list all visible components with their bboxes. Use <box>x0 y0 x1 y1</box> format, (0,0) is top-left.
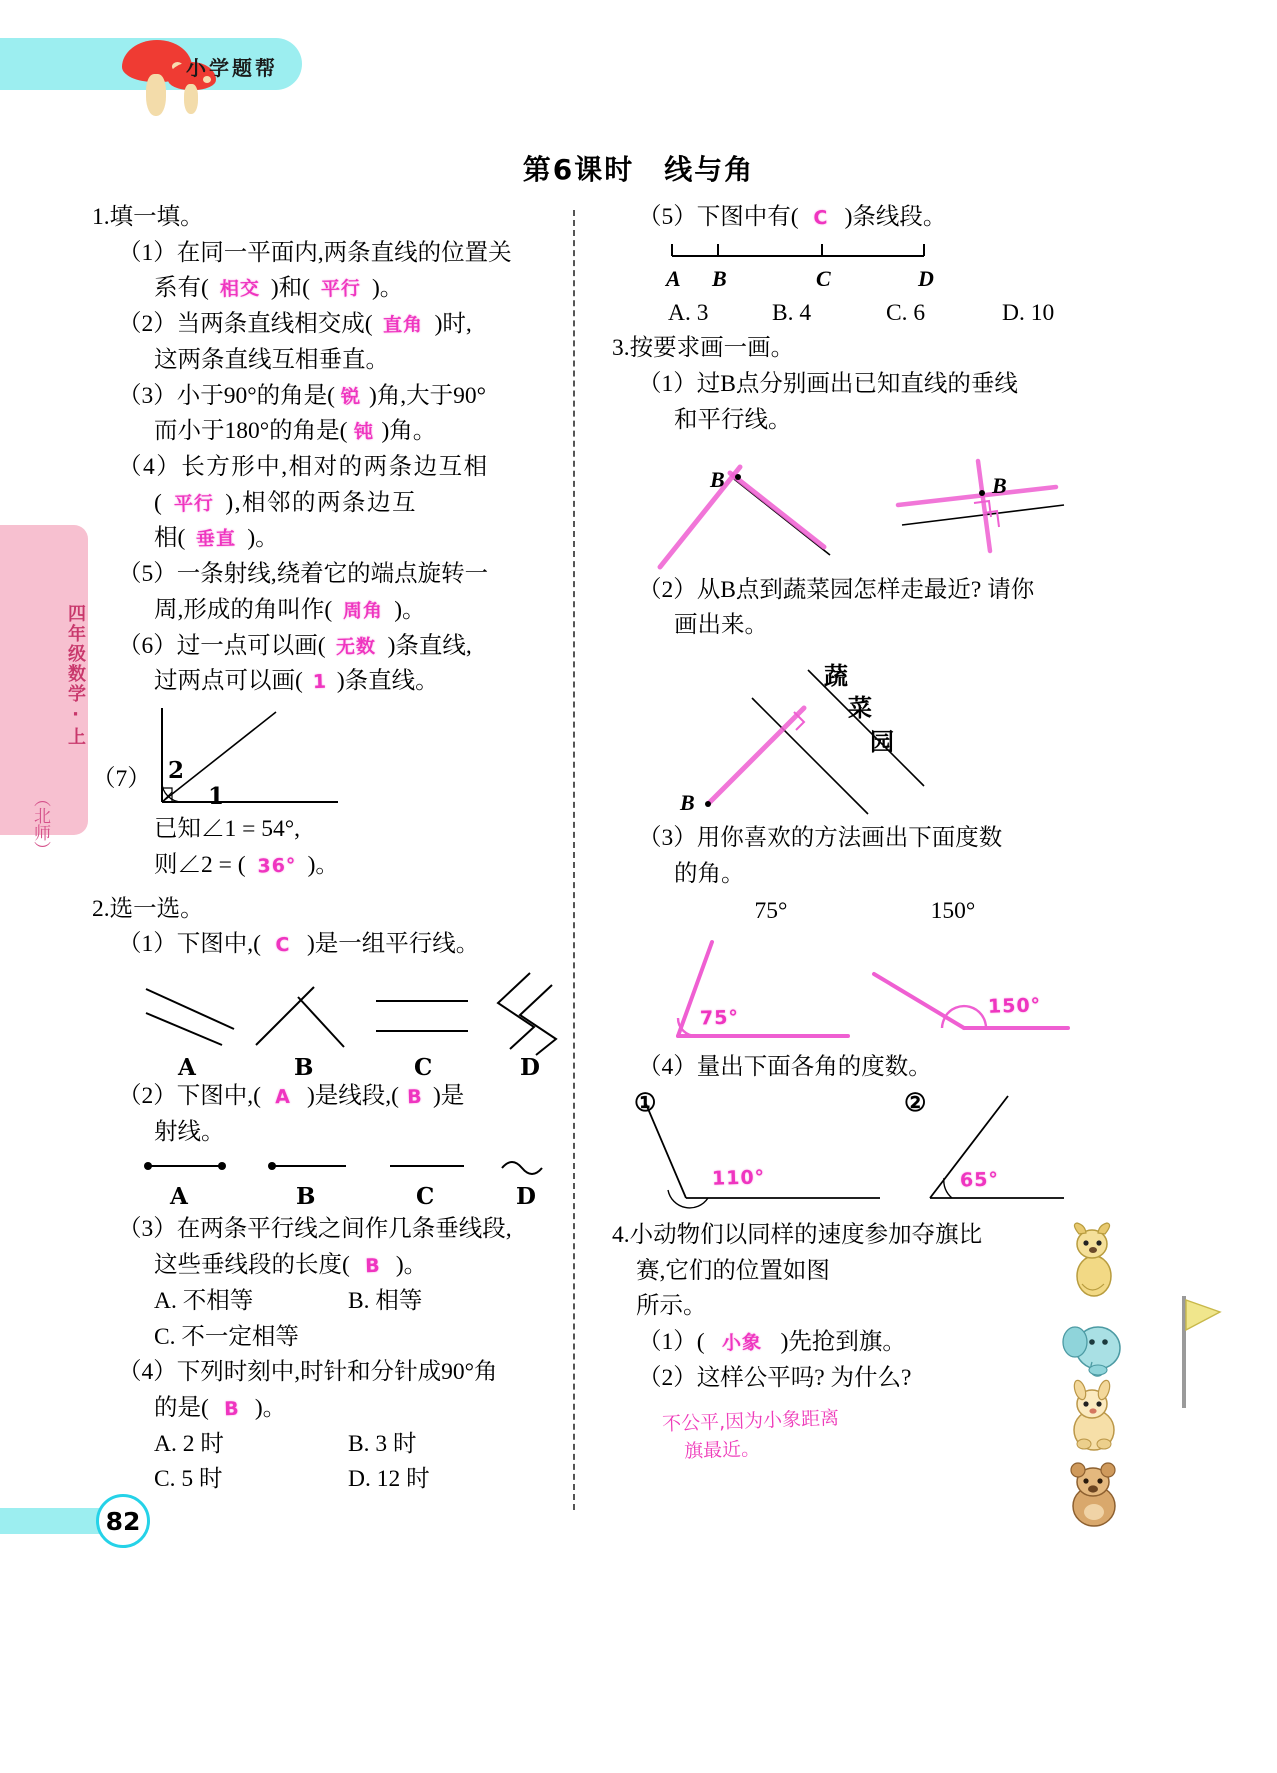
segment-label-b: B <box>296 1183 316 1211</box>
point-label-b: B <box>712 265 727 291</box>
q3-3-targets <box>612 894 1082 930</box>
handwritten-line-1: 不公平,因为小象距离 <box>661 1406 840 1435</box>
choice-label-c: C <box>414 1053 433 1081</box>
q4-item-2: （2）这样公平吗? 为什么? <box>638 1364 912 1391</box>
question-1-heading: 1.填一填。 <box>92 204 204 230</box>
right-column: （5）下图中有( C )条线段。 A B C D A. 3 B. 4 C. 6 D. 10 3.按要求画一画。 （1）过B点分别画出已知直线的垂线 和平行线。 B B （2）从B点到蔬菜园怎样走最近? 请你 画出来。 蔬 菜 园 B （3）用你喜欢的方法画出下面度数 的角。 75° 150° 75° 150° （4）量出下面各角的度数。 ① ② 110° 65° 4.小动物们以同样的速度参加夺旗比 赛,它们的位置如图 所示。 （1）( 小象 )先抢到旗。 （2）这样公平吗? 为什么? 不公平,因为小象距离 旗最近。 <box>612 200 1082 1460</box>
answer-2-2a: A <box>274 1085 292 1109</box>
angle-2-label: 2 <box>168 757 185 785</box>
answer-2-1: C <box>275 934 291 957</box>
q3-1-figures <box>612 443 1082 573</box>
garden-char-1: 蔬 <box>824 661 848 691</box>
garden-char-2: 菜 <box>848 693 872 723</box>
elephant-icon <box>1058 1310 1132 1378</box>
q3-2-figure <box>612 646 1082 821</box>
answer-1-4b: 垂直 <box>196 527 237 551</box>
garden-char-3: 园 <box>870 727 894 757</box>
side-tab-publisher: （北师） <box>30 790 50 858</box>
measure-angle-figures <box>612 1090 1082 1212</box>
choice-label-d: D <box>520 1053 540 1081</box>
measured-answer-65: 65° <box>959 1168 1000 1192</box>
measured-answer-110: 110° <box>711 1166 766 1190</box>
page-title: 第6课时 线与角 <box>522 153 755 186</box>
page-number: 82 <box>96 1494 150 1548</box>
column-divider <box>573 210 575 1510</box>
segment-label-c: C <box>416 1183 435 1211</box>
q2-2-figures <box>138 1154 562 1212</box>
option-2-4-b[interactable]: B. 3 时 <box>348 1430 417 1457</box>
q2-3-options-row1 <box>92 1284 562 1320</box>
answer-4-1: 小象 <box>721 1331 762 1355</box>
rabbit-icon <box>1058 1382 1130 1454</box>
q1-item-5-right: （5）下图中有( C )条线段。 <box>612 200 1082 236</box>
q2-4-options-row1 <box>92 1427 562 1463</box>
drawn-answer-150: 150° <box>987 994 1042 1018</box>
q3-4-figures <box>612 1087 1082 1218</box>
q1-item-6: （6）过一点可以画( 无数 )条直线, <box>92 629 562 665</box>
q3-item-1: （1）过B点分别画出已知直线的垂线 <box>638 371 1018 398</box>
answer-1-6b: 1 <box>312 671 328 694</box>
option-2-4-c[interactable]: C. 5 时 <box>154 1466 223 1493</box>
answer-1-2a: 直角 <box>382 313 423 337</box>
left-column: 1.填一填。 （1）在同一平面内,两条直线的位置关 系有( 相交 )和( 平行 )。 （2）当两条直线相交成( 直角 )时, 这两条直线互相垂直。 （3）小于90°的角是( 锐 )角,大于90° 而小于180°的角是( 钝 )角。 （4）长方形中,相对的两条边互相 ( 平行 ),相邻的两条边互 相( 垂直 )。 （5）一条射线,绕着它的端点旋转一 周,形成的角叫作( 周角 )。 （6）过一点可以画( 无数 )条直线, 过两点可以画( 1 )条直线。 （7） 2 1 已知∠1 = 54°, 则∠2 = ( 36° )。 2.选一选。 （1）下图中,( C )是一组平行线。 A B C D （2）下图中,( A )是线段,( B )是 射线。 A B C D （3）在两条平行线之间作几条垂线段, 这些垂线段的长度( B )。 A. 不相等 B. 相等 C. 不一定相等 （4）下列时刻中,时针和分针成90°角 的是( B )。 A. 2 时 B. 3 时 C. 5 时 D. 12 时 <box>92 200 562 1498</box>
target-angle-150: 150° <box>930 898 976 925</box>
option-2-4-a[interactable]: A. 2 时 <box>154 1430 224 1457</box>
side-tab-grade-subject: 四年级数学·上 <box>65 603 86 747</box>
q2-item-2: （2）下图中,( A )是线段,( B )是 <box>92 1079 562 1115</box>
q1-5-options <box>612 296 1082 332</box>
answer-1-7: 36° <box>256 854 297 878</box>
option-1-5-a[interactable]: A. 3 <box>668 299 709 326</box>
q4-line2: 赛,它们的位置如图 <box>636 1257 830 1284</box>
choice-label-a: A <box>178 1053 196 1081</box>
point-label-d: D <box>918 265 934 291</box>
q1-item-7-figure: （7） 2 1 <box>92 708 562 812</box>
q4-handwritten-answer <box>612 1403 1082 1463</box>
q1-item-4: （4）长方形中,相对的两条边互相 <box>118 454 489 481</box>
q3-item-2: （2）从B点到蔬菜园怎样走最近? 请你 <box>638 576 1035 603</box>
handwritten-line-2: 旗最近。 <box>683 1437 761 1463</box>
brand-label: 小学题帮 <box>186 56 278 80</box>
q2-1-figures <box>138 969 562 1079</box>
option-2-3-c[interactable]: C. 不一定相等 <box>154 1323 299 1350</box>
answer-1-6a: 无数 <box>335 635 376 659</box>
answer-1-1b: 平行 <box>320 277 362 301</box>
segment-label-d: D <box>516 1183 536 1211</box>
figure-label-2: ② <box>904 1087 927 1117</box>
q1-item-2: （2）当两条直线相交成( 直角 )时, <box>92 307 562 343</box>
q3-3-drawings <box>612 932 1082 1050</box>
segment-label-a: A <box>170 1183 188 1211</box>
figure-label-1: ① <box>634 1087 657 1117</box>
answer-1-3a: 锐 <box>340 385 362 408</box>
bear-icon <box>1058 1460 1130 1530</box>
q1-item-1: （1）在同一平面内,两条直线的位置关 <box>118 239 512 266</box>
parallel-choice-figures <box>138 969 558 1055</box>
answer-1-1a: 相交 <box>219 277 261 301</box>
dog-icon <box>1060 1222 1126 1298</box>
angle-1-label: 1 <box>208 783 225 811</box>
question-3-heading: 3.按要求画一画。 <box>612 335 795 362</box>
q2-item-1: （1）下图中,( C )是一组平行线。 <box>92 927 562 963</box>
choice-label-b: B <box>294 1053 314 1081</box>
option-1-5-d[interactable]: D. 10 <box>1002 299 1055 326</box>
q2-3-options-row2 <box>92 1320 562 1356</box>
question-4-heading: 4.小动物们以同样的速度参加夺旗比 <box>612 1221 983 1248</box>
q1-7-given: 已知∠1 = 54°, <box>154 816 301 843</box>
question-2-heading: 2.选一选。 <box>92 895 204 922</box>
target-angle-75: 75° <box>754 898 788 925</box>
option-2-3-a[interactable]: A. 不相等 <box>154 1287 254 1314</box>
q2-4-options-row2 <box>92 1462 562 1498</box>
q1-item-3: （3）小于90°的角是( 锐 )角,大于90° <box>92 379 562 415</box>
drawn-angles <box>612 932 1082 1044</box>
answer-1-5-right: C <box>812 206 829 230</box>
option-2-3-b[interactable]: B. 相等 <box>348 1287 423 1314</box>
q2-item-4: （4）下列时刻中,时针和分针成90°角 <box>118 1359 498 1386</box>
footer-bar <box>0 1508 100 1534</box>
answer-2-2b: B <box>406 1085 423 1109</box>
point-b-garden: B <box>680 790 695 816</box>
point-label-a: A <box>666 265 681 291</box>
q4-item-1: （1）( 小象 )先抢到旗。 <box>612 1325 1082 1361</box>
point-label-c: C <box>816 265 831 291</box>
answer-2-4: B <box>223 1397 240 1421</box>
answer-1-5a: 周角 <box>342 599 384 623</box>
segments-count-figure <box>666 240 1082 296</box>
point-b-right: B <box>992 472 1007 498</box>
q1-item-5: （5）一条射线,绕着它的端点旋转一 <box>118 561 489 588</box>
q3-item-4: （4）量出下面各角的度数。 <box>638 1054 932 1081</box>
option-1-5-b[interactable]: B. 4 <box>772 299 812 326</box>
option-2-4-d[interactable]: D. 12 时 <box>348 1466 430 1493</box>
q3-item-3: （3）用你喜欢的方法画出下面度数 <box>638 825 1003 852</box>
answer-1-4a: 平行 <box>174 492 215 516</box>
segment-ray-line-figures <box>138 1154 558 1188</box>
answer-2-3: B <box>364 1254 381 1278</box>
point-b-left: B <box>710 466 725 492</box>
perpendicular-parallel-drawings <box>612 443 1082 569</box>
flag-icon <box>1176 1296 1222 1408</box>
q4-line3: 所示。 <box>636 1293 707 1320</box>
option-1-5-c[interactable]: C. 6 <box>886 299 926 326</box>
angle-figure-1-7 <box>158 708 358 812</box>
answer-1-3b: 钝 <box>354 421 375 444</box>
q2-item-3: （3）在两条平行线之间作几条垂线段, <box>118 1216 512 1243</box>
drawn-answer-75: 75° <box>699 1006 740 1030</box>
